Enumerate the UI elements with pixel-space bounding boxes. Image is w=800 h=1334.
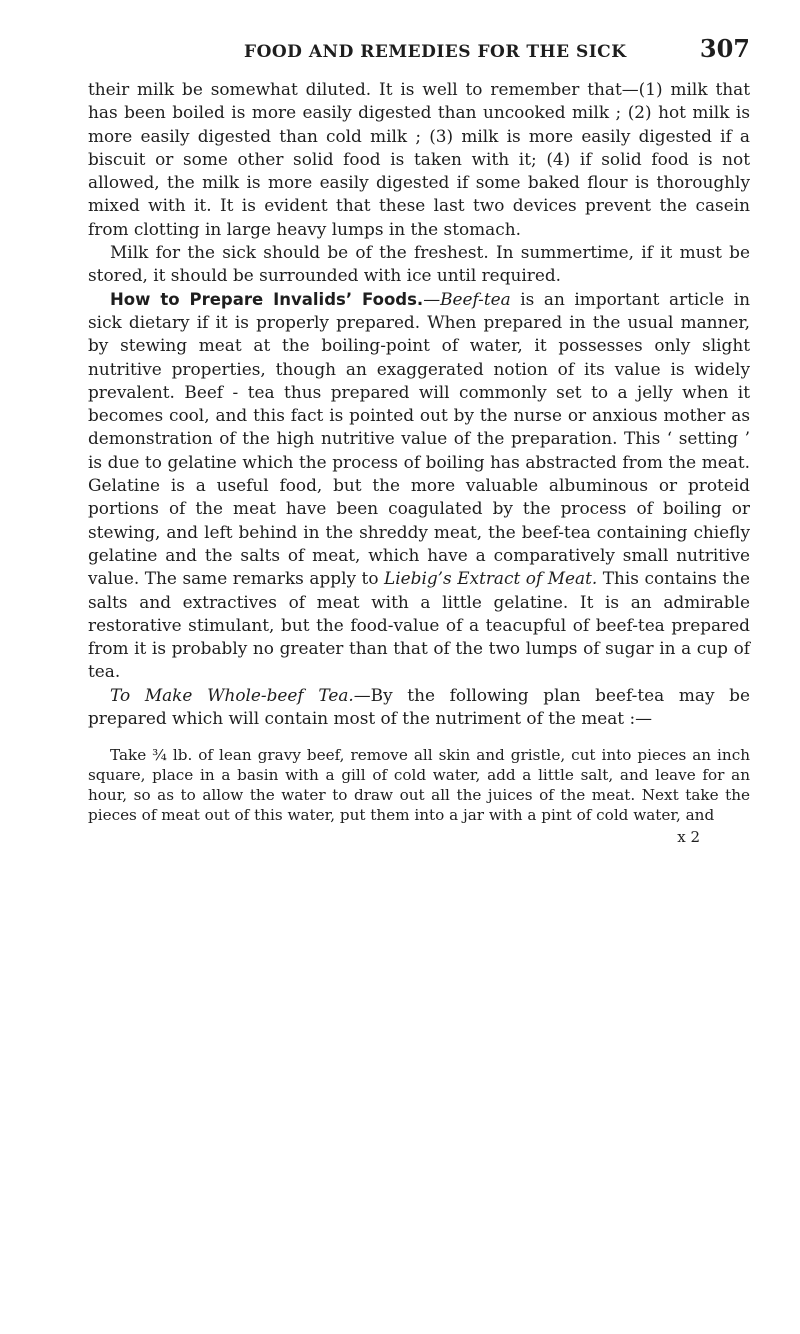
paragraph-invalids-foods (88, 288, 750, 684)
heading-dash: — (423, 288, 441, 309)
italic-term-beef-tea: Beef-tea (440, 288, 511, 309)
running-title: FOOD AND REMEDIES FOR THE SICK (244, 42, 627, 62)
body-text (88, 78, 750, 730)
paragraph-whole-beef-tea (88, 684, 750, 731)
paragraph-milk-digestion: their milk be somewhat diluted. It is well to remember that—(1) milk that has been boiled is more easily digested than uncooked milk ; (2) hot milk is more easily digested than cold milk ; (3) milk is more easily digested if a biscuit or some other solid food is taken with it; (4) if solid food is not allowed, the milk is more easily digested if some baked flour is thoroughly mixed with it. It is evident that these last two devices prevent the casein from clotting in large heavy lumps in the stomach. (88, 79, 750, 239)
italic-subheading: To Make Whole-beef Tea. (110, 684, 354, 705)
signature-mark: x 2 (677, 827, 700, 846)
paragraph-text: is an important article in sick dietary if it is properly prepared. When prepared in the usual manner, by stewing meat at the boiling-point of water, it possesses only slight nutritive properties, though an exaggerated notion of its value is widely prevalent. Beef - tea thus prepared will commonly set to a jelly when it becomes cool, and this fact is pointed out by the nurse or anxious mother as demonstration of the high nutritive value of the preparation. This ‘ setting ’ is due to gelatine which the process of boiling has abstracted from the meat. Gelatine is a useful food, but the more valuable albuminous or proteid portions of the meat have been coagulated by the process of boiling or stewing, and left behind in the shreddy meat, the beef-tea containing chiefly gelatine and the salts of meat, which have a comparatively small nutritive value. The same remarks apply to (88, 288, 750, 589)
italic-term-liebigs-extract: Liebig’s Extract of Meat. (384, 568, 598, 589)
running-header (88, 34, 750, 78)
paragraph-milk-freshness: Milk for the sick should be of the freshest. In summertime, if it must be stored, it should be surrounded with ice until required. (88, 242, 750, 286)
recipe-text: Take ¾ lb. of lean gravy beef, remove all skin and gristle, cut into pieces an inch square, place in a basin with a gill of cold water, add a little salt, and leave for an hour, so as to allow the water to draw out all the juices of the meat. Next take the pieces of meat out of this water, put them into a jar with a pint of cold water, and (88, 746, 750, 824)
paragraph-text: —By the following plan beef-tea may be prepared which will contain most of the nutriment of the meat :— (88, 684, 750, 729)
paragraph-text: This contains the salts and extractives of meat with a little gelatine. It is an admirable restorative stimulant, but the food-value of a teacupful of beef-tea prepared from it is probably no greater than that of the two lumps of sugar in a cup of tea. (88, 568, 750, 682)
book-page (88, 34, 750, 848)
page-number: 307 (699, 34, 750, 63)
section-heading: How to Prepare Invalids’ Foods. (110, 289, 424, 309)
